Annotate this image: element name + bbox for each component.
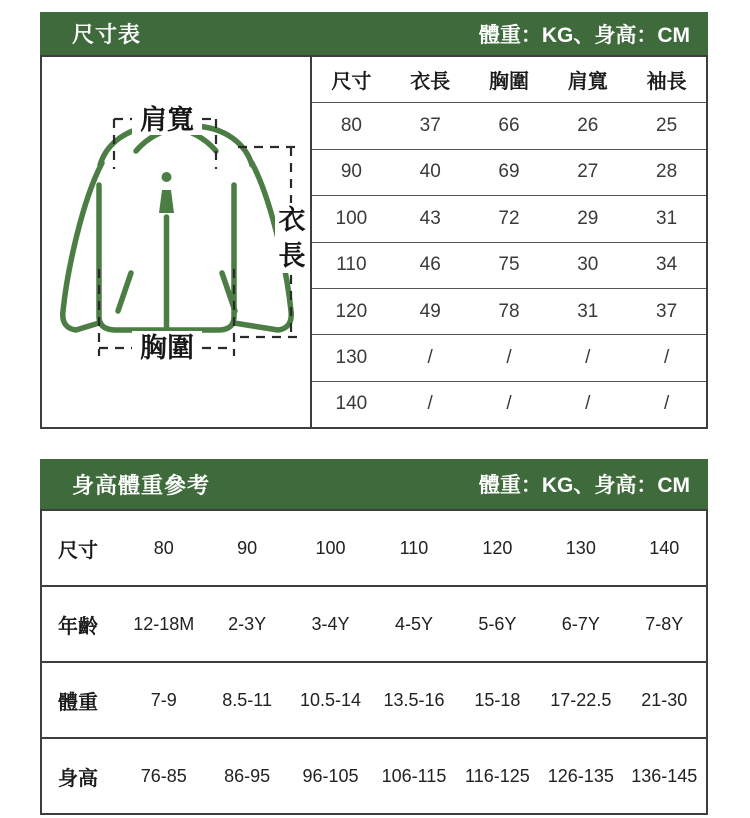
value-cell: 5-6Y: [478, 613, 517, 634]
value-cell: 106-115: [381, 765, 447, 786]
value-cell: 31: [656, 207, 678, 229]
table-row: [42, 739, 706, 813]
value-cell: 25: [656, 115, 678, 137]
left-pocket-line: [118, 273, 131, 311]
table-row: [312, 335, 706, 381]
table-row: [312, 103, 706, 149]
table-row: [312, 289, 706, 335]
size-cell: 100: [335, 207, 368, 229]
value-cell: 12-18M: [133, 613, 195, 634]
value-cell: 2-3Y: [228, 613, 267, 634]
size-table-title: 尺寸表: [72, 22, 142, 47]
value-cell: 100: [315, 537, 346, 558]
value-cell: 96-105: [302, 765, 359, 786]
value-cell: 7-9: [150, 689, 177, 710]
value-cell: 28: [656, 161, 678, 183]
table-row: [312, 382, 706, 427]
value-cell: 40: [419, 161, 441, 183]
column-header-chest: 胸圍: [488, 71, 529, 94]
value-cell: 6-7Y: [561, 613, 600, 634]
value-cell: /: [585, 346, 591, 368]
value-cell: 46: [419, 254, 441, 276]
jacket-outline-icon: [63, 126, 291, 330]
reference-table-body: [40, 509, 708, 815]
size-cell: 140: [335, 393, 368, 415]
value-cell: 75: [498, 254, 520, 276]
value-cell: 31: [577, 300, 599, 322]
value-cell: 78: [498, 300, 520, 322]
table-row: [42, 587, 706, 663]
value-cell: 80: [153, 537, 174, 558]
table-row: [312, 243, 706, 289]
value-cell: 130: [565, 537, 596, 558]
value-cell: /: [427, 393, 433, 415]
table-row: [312, 150, 706, 196]
value-cell: 30: [577, 254, 599, 276]
column-header-shoulder: 肩寬: [567, 71, 608, 94]
value-cell: 29: [577, 207, 599, 229]
reference-table-header-bar: [40, 459, 708, 509]
value-cell: 110: [399, 537, 429, 558]
value-cell: 72: [498, 207, 520, 229]
reference-table-card: [40, 459, 708, 815]
shoulder-width-label: 肩寬: [140, 105, 194, 135]
table-row: [42, 511, 706, 587]
value-cell: 120: [482, 537, 513, 558]
table-row: [42, 663, 706, 739]
value-cell: 69: [498, 161, 520, 183]
column-header-size: 尺寸: [331, 71, 372, 94]
column-header-length: 衣長: [410, 71, 451, 94]
garment-length-label-char2: 長: [278, 241, 306, 271]
chest-label: 胸圍: [140, 333, 194, 363]
value-cell: 13.5-16: [383, 689, 445, 710]
value-cell: 126-135: [547, 765, 614, 786]
value-cell: 3-4Y: [311, 613, 350, 634]
value-cell: 8.5-11: [222, 689, 272, 710]
value-cell: 34: [656, 254, 678, 276]
value-cell: 21-30: [641, 689, 688, 710]
row-label-size: 尺寸: [58, 539, 98, 562]
column-header-sleeve: 袖長: [646, 71, 687, 94]
size-cell: 110: [336, 254, 367, 276]
garment-length-label-char1: 衣: [278, 205, 306, 235]
jacket-diagram: [42, 57, 312, 427]
value-cell: /: [506, 393, 512, 415]
value-cell: 37: [419, 115, 441, 137]
value-cell: 90: [237, 537, 258, 558]
value-cell: 26: [577, 115, 599, 137]
row-label-height: 身高: [58, 767, 98, 790]
value-cell: 86-95: [224, 765, 271, 786]
size-table-header-bar: [40, 12, 708, 55]
value-cell: 66: [498, 115, 520, 137]
value-cell: /: [427, 346, 433, 368]
size-cell: 80: [340, 115, 362, 137]
row-label-age: 年齡: [58, 615, 98, 638]
value-cell: 116-125: [465, 765, 530, 786]
zipper-pull-icon: [159, 172, 174, 213]
value-cell: /: [663, 346, 670, 368]
value-cell: 43: [419, 207, 441, 229]
value-cell: 27: [577, 161, 599, 183]
value-cell: 15-18: [474, 689, 521, 710]
value-cell: /: [585, 393, 591, 415]
size-table-card: [40, 12, 708, 429]
value-cell: 136-145: [631, 765, 698, 786]
value-cell: 76-85: [140, 765, 187, 786]
reference-table-unit-note: 體重：KG、身高：CM: [478, 474, 690, 497]
measurement-header-row: [312, 57, 706, 103]
size-cell: 120: [335, 300, 368, 322]
value-cell: 17-22.5: [550, 689, 612, 710]
jacket-diagram-svg: [42, 57, 310, 427]
reference-table-title: 身高體重參考: [72, 472, 211, 498]
size-table-body: [40, 55, 708, 429]
value-cell: 49: [419, 300, 441, 322]
value-cell: 7-8Y: [645, 613, 684, 634]
table-row: [312, 196, 706, 242]
size-cell: 90: [340, 161, 362, 183]
value-cell: /: [663, 393, 670, 415]
value-cell: 140: [649, 537, 680, 558]
size-table-unit-note: 體重：KG、身高：CM: [478, 23, 690, 47]
measurement-table: [312, 57, 706, 427]
value-cell: 4-5Y: [394, 613, 433, 634]
size-cell: 130: [335, 346, 368, 368]
measurement-guides: [99, 119, 299, 356]
value-cell: 10.5-14: [300, 689, 362, 710]
row-label-weight: 體重: [58, 691, 98, 714]
value-cell: 37: [656, 300, 678, 322]
value-cell: /: [506, 346, 512, 368]
